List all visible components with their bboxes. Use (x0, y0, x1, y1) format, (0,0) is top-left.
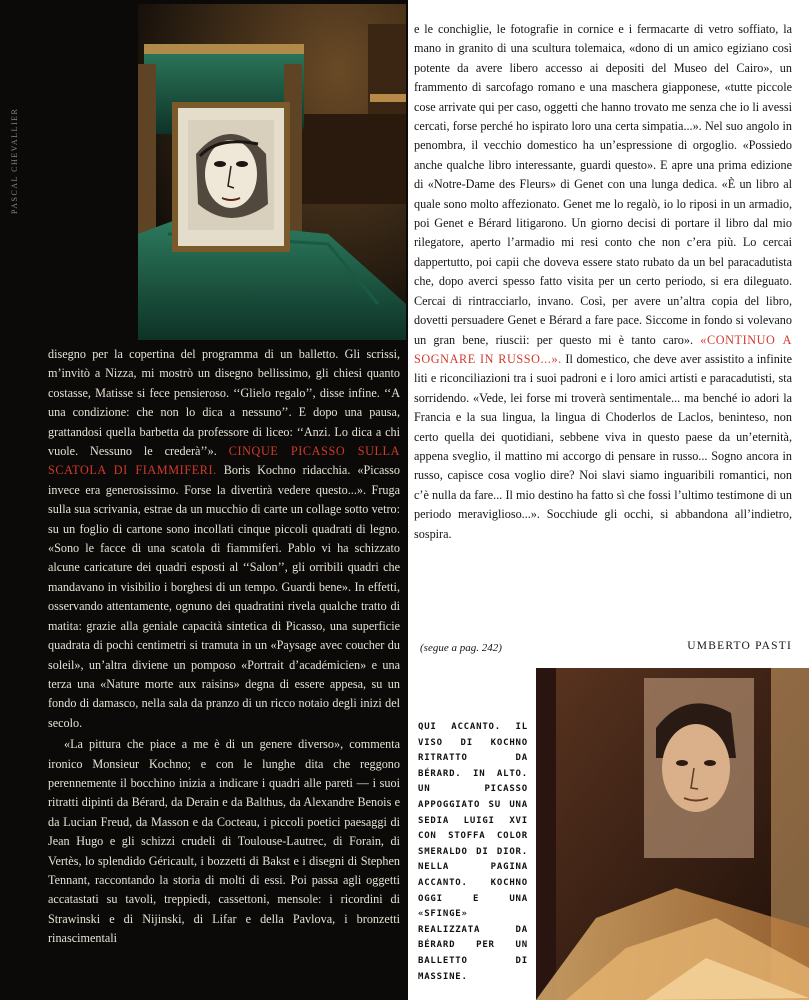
photo-caption: QUI ACCANTO. IL VISO DI KOCHNO RITRATTO DA BÉRARD. IN ALTO. UN PICASSO APPOGGIATO SU UNA SEDIA LUIGI XVI CON STOFFA COLOR SMERALDO DI DIOR. NELLA PAGINA ACCANTO. KOCHNO OGGI E UNA «SFINGE» REALIZZATA DA BÉRARD PER UN BALLETTO DI MASSINE. (418, 722, 528, 982)
photo-credit: PASCAL CHEVALLIER (10, 107, 19, 214)
section-heading-russo: «CONTINUO A SOGNARE IN RUSSO...». (414, 332, 792, 366)
section-heading-picasso: CINQUE PICASSO SULLA SCATOLA DI FIAMMIFERI. (48, 444, 400, 478)
article-intro: disegno per la copertina del programma di un balletto. Gli scrissi, m’invitò a Nizza, mi mostrò un disegno bellissimo, gli chiesi quanto costasse, Matisse si fece pensieroso. ‘‘Glielo regalo’’, disse infine. ‘‘A una condizione: che non lo dica a nessuno’’. E dopo una pausa, grattandosi quella barbetta da professore di liceo: ‘‘Anzi. Lo dica a chi vuole. Nessuno le crederà’’». (48, 347, 400, 459)
picasso-drawing (172, 102, 290, 252)
kochno-portrait (644, 678, 754, 858)
continued-note: (segue a pag. 242) (420, 642, 502, 654)
right-article-text (414, 20, 792, 544)
article-paragraph-2: «La pittura che piace a me è di un genere diverso», commenta ironico Monsieur Kochno; e con le lunghe dita che reggono perennemente il bocchino inizia a indicare i quadri alle pareti — i suoi ritratti dipinti da Bérard, da Derain e da Balthus, da Alexandre Benois e da Lucian Freud, da Masson e da Cocteau, i piccoli poetici paesaggi di Jean Hugo e gli schizzi crudeli di Toulouse-Lautrec, di Forain, di Vertès, lo splendido Géricault, i bozzetti di Bakst e i disegni di Stephen Tennant, raccontando la storia di molti di essi. Poi passa agli oggetti accatastati su tavoli, treppiedi, cassettoni, mensole: i ricordini di Strawinski e di Nijinski, di Lifar e della Pavlova, i bronzetti rinascimentali (48, 737, 400, 946)
photo-kochno-portrait (536, 668, 809, 1000)
article-signoff (414, 640, 792, 655)
left-article-text (48, 345, 400, 949)
article-body: Boris Kochno ridacchia. «Picasso invece era generosissimo. Forse la divertirà vedere questo...». Fruga sulla sua scrivania, estrae da un mucchio di carte un collage sotto vetro: su un foglio di cartone sono incollati cinque piccoli quadrati di legno. «Sono le facce di una scatola di fiammiferi. Pablo vi ha schizzato alcune caricature dei quadri esposti al ‘‘Salon’’, gli orribili quadri che mandavano in visibilio i borghesi di un tempo. Guardi bene». In effetti, osservando attentamente, ognuno dei quadratini rivela qualche tratto di matita: grazie alla geniale capacità sintetica di Picasso, una superficie quadrata di pochi centimetri si tramuta in un «Paysage avec coucher du soleil», un’altra diviene un pomposo «Portrait d’académicien» e una terza una «Nature morte aux raisins» degna di essere appesa, su un fondo di damasco, nella sala da pranzo di un ricco notaio degli inizi del secolo. (48, 463, 401, 730)
author-name: UMBERTO PASTI (687, 640, 792, 652)
photo-picasso-chair (138, 4, 406, 340)
right-text-2: Il domestico, che deve aver assistito a infinite liti e riconciliazioni tra i suoi padroni e i loro amici artisti e paracadutisti, sta sorridendo. «Vede, lei forse mi troverà sentimentale... ma benché io adori la Francia e la sua lingua, la lingua di Choderlos de Laclos, beninteso, non certo quella dei quotidiani, sebbene viva in questo paese da un’eternità, appena sveglio, il mattino mi accorgo di pensare in russo... Sogno ancora in russo, capisce cosa voglio dire? Noi slavi siamo inguaribili romantici, non c’è nulla da fare... Il mio destino ha fatto sì che fossi l’ultimo testimone di un periodo meraviglioso...». Socchiude gli occhi, si abbandona all’indietro, sospira. (414, 351, 792, 541)
right-text-1: e le conchiglie, le fotografie in cornice e i fermacarte di vetro soffiato, la mano in granito di una scultura tolemaica, «dono di un amico egiziano così potente da avere libero accesso ai depositi del Museo del Cairo», un frammento di sarcofago romano e una maschera giapponese, «tutte piccole cose arrivate qui per caso, oggetti che hanno trovato me senza che io li avessi cercati, forse perché ho ispirato loro una certa simpatia...». Nel suo angolo in penombra, il vecchio domestico ha un’espressione di orgoglio. «Possiedo anche qualche libro interessante, guardi questo». E apre una prima edizione di «Notre-Dame des Fleurs» di Genet con una lunga dedica. «È un libro al quale sono molto affezionato. Genet me lo regalò, io lo riposi in un armadio, poi Genet e Bérard litigarono. Un giorno decisi di portare il libro dal mio rilegatore, aperto l’armadio mi resi conto che non c’era più. Lo cercai dappertutto, poi capii che doveva essere stato rubato da un bel paracadutista che, dopo averci spesso fatto visita per un certo periodo, si era dileguato. Cercai di rintracciarlo, invano. Così, per avere un’altra copia del libro, dovetti persuadere Genet e Bérard a fare pace. Siccome in fondo si volevano un gran bene, riuscii: per questo mi è tanto caro». (414, 22, 792, 347)
